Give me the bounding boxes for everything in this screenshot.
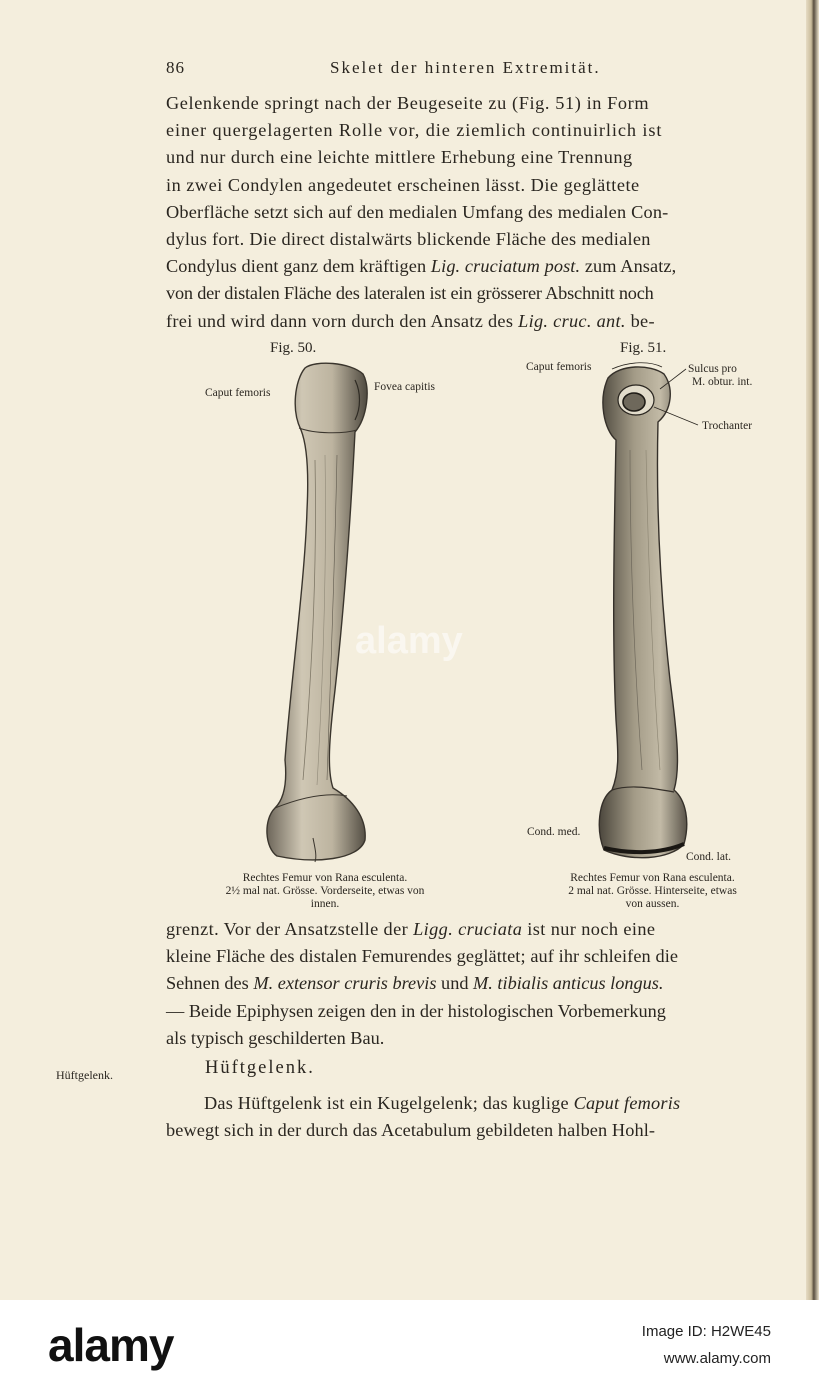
italic-term: M. extensor cruris brevis: [253, 973, 437, 994]
label-caput-femoris-51: Caput femoris: [526, 361, 592, 373]
label-sulcus-pro: Sulcus pro: [688, 363, 737, 375]
caption-line: innen.: [310, 898, 340, 910]
caption-line: von aussen.: [625, 898, 680, 910]
caption-line: Rechtes Femur von Rana esculenta.: [242, 872, 408, 884]
text-line: Gelenkende springt nach der Beugeseite zu (Fig. 51) in Form: [166, 93, 650, 113]
watermark-center: alamy: [355, 620, 463, 662]
text-run: Das Hüftgelenk ist ein Kugelgelenk; das kuglige: [204, 1093, 569, 1113]
section-heading: Hüftgelenk.: [205, 1058, 315, 1078]
watermark-url: www.alamy.com: [663, 1350, 771, 1367]
running-title: Skelet der hinteren Extremität.: [330, 58, 601, 77]
italic-term: Lig. cruciatum post.: [430, 256, 581, 277]
leader-lines-51: [590, 355, 710, 435]
text-run: ist nur noch eine: [527, 919, 656, 939]
caption-line: Rechtes Femur von Rana esculenta.: [570, 872, 735, 884]
text-run: und: [441, 973, 469, 994]
label-m-obtur-int: M. obtur. int.: [692, 376, 753, 388]
italic-term: M. tibialis anticus longus.: [473, 973, 664, 994]
text-line: bewegt sich in der durch das Acetabulum gebildeten halben Hohl-: [166, 1120, 656, 1141]
text-line: in zwei Condylen angedeutet erscheinen lässt. Die geglättete: [166, 174, 640, 195]
text-run: grenzt. Vor der Ansatzstelle der: [166, 919, 409, 939]
figure-50-caption: [170, 872, 480, 911]
femur-figure-51: [590, 360, 700, 865]
text-line: [166, 253, 799, 280]
figure-50-title: Fig. 50.: [270, 340, 317, 356]
text-line: und nur durch eine leichte mittlere Erhebung eine Trennung: [166, 147, 633, 168]
alamy-logo: alamy: [48, 1319, 174, 1371]
caption-line: 2½ mal nat. Grösse. Vorderseite, etwas von: [225, 885, 425, 897]
label-caput-femoris-50: Caput femoris: [205, 387, 271, 399]
text-line: [166, 916, 799, 943]
text-line: [166, 308, 799, 335]
text-line: als typisch geschilderten Bau.: [166, 1027, 385, 1048]
text-line: [166, 970, 799, 997]
paragraph-1: [166, 90, 799, 335]
figure-51-title: Fig. 51.: [620, 340, 667, 356]
text-line: kleine Fläche des distalen Femurendes geglättet; auf ihr schleifen die: [166, 946, 679, 967]
label-cond-lat: Cond. lat.: [686, 851, 732, 863]
margin-note: Hüftgelenk.: [56, 1068, 113, 1082]
paragraph-3: [166, 1090, 799, 1144]
text-run: zum Ansatz,: [584, 256, 677, 277]
label-trochanter: Trochanter: [702, 420, 753, 432]
page-number: 86: [166, 58, 185, 77]
text-run: frei und wird dann vorn durch den Ansatz des: [166, 310, 514, 331]
text-run: Sehnen des: [166, 973, 249, 994]
label-cond-med: Cond. med.: [527, 826, 581, 838]
image-id: Image ID: H2WE45: [641, 1323, 771, 1340]
text-line: [166, 1090, 799, 1117]
femur-figure-50: [255, 360, 385, 865]
label-fovea-capitis: Fovea capitis: [374, 381, 435, 393]
italic-term: Ligg. cruciata: [413, 919, 523, 939]
text-run: Condylus dient ganz dem kräftigen: [166, 256, 427, 277]
text-line: Oberfläche setzt sich auf den medialen Umfang des medialen Con-: [166, 201, 669, 222]
text-line: — Beide Epiphysen zeigen den in der histologischen Vorbemerkung: [166, 1000, 666, 1021]
text-line: von der distalen Fläche des lateralen ist ein grösserer Abschnitt noch: [166, 283, 654, 304]
italic-term: Caput femoris: [573, 1093, 681, 1113]
figure-51-caption: [510, 872, 795, 911]
text-line: einer quergelagerten Rolle vor, die ziemlich continuirlich ist: [166, 120, 663, 141]
paragraph-2: [166, 916, 799, 1052]
text-line: dylus fort. Die direct distalwärts blickende Fläche des medialen: [166, 229, 651, 250]
page-edge: [806, 0, 819, 1300]
italic-term: Lig. cruc. ant.: [518, 310, 626, 331]
caption-line: 2 mal nat. Grösse. Hinterseite, etwas: [568, 885, 737, 897]
text-run: be-: [630, 310, 655, 331]
